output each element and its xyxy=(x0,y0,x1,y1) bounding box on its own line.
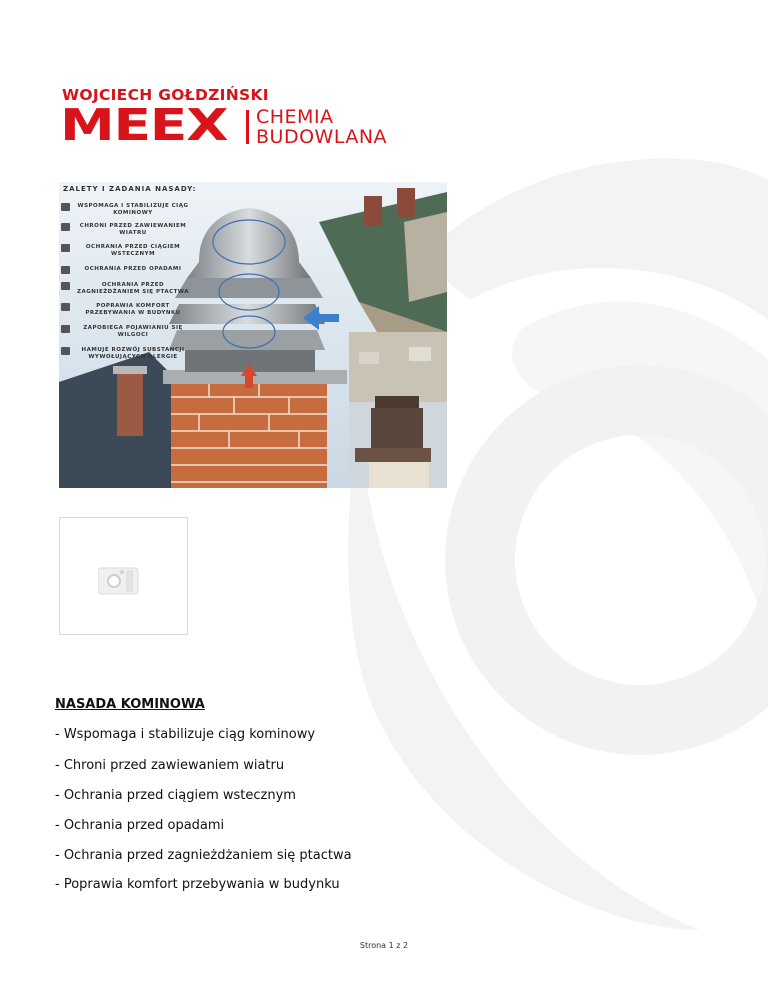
feature-item: OCHRANIA PRZED ZAGNIEŻDŻANIEM SIĘ PTACTWA xyxy=(71,282,195,296)
feature-bullet-icon xyxy=(61,203,70,211)
image-placeholder xyxy=(59,517,188,635)
feature-item: HAMUJE ROZWÓJ SUBSTANCJI WYWOŁUJĄCYCH ALERGIE xyxy=(71,347,195,361)
feature-bullet-icon xyxy=(61,325,70,333)
page-footer: Strona 1 z 2 xyxy=(359,941,409,950)
bullet-item: - Ochrania przed zagnieżdżaniem się ptactwa xyxy=(55,848,352,863)
feature-bullet-icon xyxy=(61,244,70,252)
logo-brand: MEEX xyxy=(60,100,228,151)
bullet-item: - Chroni przed zawiewaniem wiatru xyxy=(55,758,285,773)
image-placeholder-icon xyxy=(98,566,148,596)
bullet-item: - Ochrania przed opadami xyxy=(55,818,225,833)
feature-item: ZAPOBIEGA POJAWIANIU SIĘ WILGOCI xyxy=(71,325,195,339)
feature-item: OCHRANIA PRZED OPADAMI xyxy=(71,266,195,273)
logo-tagline-line2: BUDOWLANA xyxy=(256,126,388,148)
feature-bullet-icon xyxy=(61,303,70,311)
features-panel xyxy=(59,182,199,367)
feature-item: POPRAWIA KOMFORT PRZEBYWANIA W BUDYNKU xyxy=(71,303,195,317)
logo-separator xyxy=(246,110,249,144)
feature-bullet-icon xyxy=(61,266,70,274)
bullet-item: - Poprawia komfort przebywania w budynku xyxy=(55,877,340,892)
feature-item: OCHRANIA PRZED CIĄGIEM WSTECZNYM xyxy=(71,244,195,258)
feature-item: WSPOMAGA I STABILIZUJE CIĄG KOMINOWY xyxy=(71,203,195,217)
logo-tagline-line1: CHEMIA xyxy=(256,106,334,128)
logo-owner-name: WOJCIECH GOŁDZIŃSKI xyxy=(62,86,269,104)
bullet-item: - Wspomaga i stabilizuje ciąg kominowy xyxy=(55,727,316,742)
feature-bullet-icon xyxy=(61,282,70,290)
chimney-cowl-illustration xyxy=(59,182,447,488)
feature-item: CHRONI PRZED ZAWIEWANIEM WIATRU xyxy=(71,223,195,237)
feature-bullet-icon xyxy=(61,347,70,355)
bullet-item: - Ochrania przed ciągiem wstecznym xyxy=(55,788,296,803)
feature-bullet-icon xyxy=(61,223,70,231)
section-heading: NASADA KOMINOWA xyxy=(55,697,205,712)
company-logo xyxy=(60,86,420,156)
features-title: ZALETY I ZADANIA NASADY: xyxy=(63,185,197,193)
